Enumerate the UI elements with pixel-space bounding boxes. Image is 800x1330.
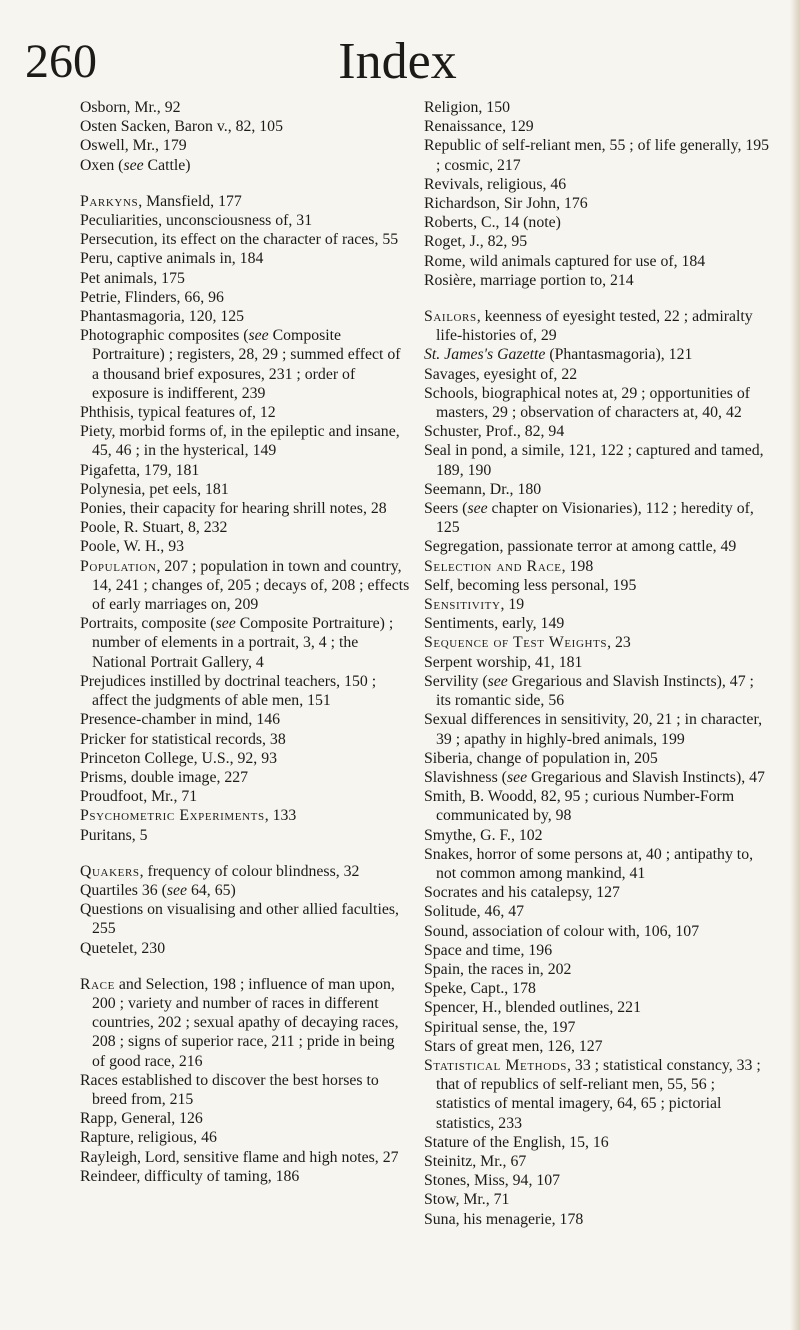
entry-text: Spiritual sense, the, 197 bbox=[424, 1018, 576, 1036]
index-entry bbox=[80, 249, 410, 268]
index-entry bbox=[424, 175, 772, 194]
index-entry bbox=[80, 730, 410, 749]
entry-heading: Sensitivity bbox=[424, 596, 501, 614]
entry-text: Peru, captive animals in, 184 bbox=[80, 250, 264, 268]
entry-text: Savages, eyesight of, 22 bbox=[424, 365, 578, 383]
index-entry bbox=[80, 749, 410, 768]
entry-heading: Statistical Methods bbox=[424, 1056, 568, 1074]
entry-text: , 19 bbox=[500, 596, 525, 614]
entry-italic: see bbox=[248, 327, 269, 345]
entry-heading: Population bbox=[80, 557, 157, 575]
index-entry bbox=[424, 252, 772, 271]
entry-text: Pigafetta, 179, 181 bbox=[80, 461, 200, 479]
index-entry bbox=[80, 1128, 410, 1147]
index-entry bbox=[80, 98, 410, 117]
entry-text: Spain, the races in, 202 bbox=[424, 960, 572, 978]
entry-text: Quartiles 36 ( bbox=[80, 881, 167, 899]
entry-text: Revivals, religious, 46 bbox=[424, 175, 567, 193]
entry-text: Schuster, Prof., 82, 94 bbox=[424, 423, 565, 441]
entry-text: Renaissance, 129 bbox=[424, 118, 534, 136]
entry-text: Space and time, 196 bbox=[424, 941, 553, 959]
index-entry bbox=[424, 365, 772, 384]
index-entry bbox=[424, 576, 772, 595]
index-entry bbox=[424, 194, 772, 213]
entry-text: Sexual differences in sensitivity, 20, 21 ; in character, 39 ; apathy in highly-bred animals, 199 bbox=[424, 711, 763, 748]
index-entry bbox=[80, 288, 410, 307]
entry-text: Solitude, 46, 47 bbox=[424, 903, 525, 921]
index-entry bbox=[424, 998, 772, 1017]
entry-text: Presence-chamber in mind, 146 bbox=[80, 711, 281, 729]
entry-text: (Phantasmagoria), 121 bbox=[545, 346, 693, 364]
entry-text: Roberts, C., 14 (note) bbox=[424, 214, 561, 232]
section-gap bbox=[80, 175, 410, 192]
entry-heading: Sequence of Test Weights bbox=[424, 634, 608, 652]
entry-text: Gregarious and Slavish Instincts), 47 bbox=[527, 768, 765, 786]
index-entry bbox=[424, 307, 772, 345]
entry-text: and Selection, 198 ; influence of man upon, 200 ; variety and number of races in different countries, 202 ; sexual apathy of decaying races, 208 ; signs of superior race, 211 ; pride in being of good race, 216 bbox=[92, 975, 399, 1070]
entry-text: , 33 ; statistical constancy, 33 ; that of republics of self-reliant men, 55, 56 ; statistics of mental imagery, 64, 65 ; pictorial statistics, 233 bbox=[436, 1056, 761, 1132]
index-entry bbox=[80, 211, 410, 230]
index-entry bbox=[424, 960, 772, 979]
entry-text: Rosière, marriage portion to, 214 bbox=[424, 271, 634, 289]
page-number: 260 bbox=[25, 35, 97, 88]
entry-italic: see bbox=[215, 615, 236, 633]
index-entry bbox=[80, 862, 410, 881]
entry-text: Pricker for statistical records, 38 bbox=[80, 730, 286, 748]
index-entry bbox=[80, 1109, 410, 1128]
index-entry bbox=[80, 614, 410, 672]
entry-text: Pet animals, 175 bbox=[80, 269, 185, 287]
entry-text: Poole, R. Stuart, 8, 232 bbox=[80, 519, 228, 537]
index-entry bbox=[80, 900, 410, 938]
entry-text: , frequency of colour blindness, 32 bbox=[139, 862, 360, 880]
entry-text: , 198 bbox=[561, 557, 594, 575]
entry-text: Phthisis, typical features of, 12 bbox=[80, 404, 276, 422]
page-edge bbox=[790, 0, 800, 1330]
entry-text: Petrie, Flinders, 66, 96 bbox=[80, 288, 224, 306]
entry-text: Photographic composites ( bbox=[80, 327, 249, 345]
index-entry bbox=[80, 403, 410, 422]
entry-text: Seers ( bbox=[424, 500, 468, 518]
entry-text: Speke, Capt., 178 bbox=[424, 980, 536, 998]
entry-text: Quetelet, 230 bbox=[80, 939, 166, 957]
entry-text: 64, 65) bbox=[187, 881, 236, 899]
index-entry bbox=[424, 1171, 772, 1190]
entry-heading: Race bbox=[80, 975, 115, 993]
entry-text: Prisms, double image, 227 bbox=[80, 768, 249, 786]
entry-text: Republic of self-reliant men, 55 ; of life generally, 195 ; cosmic, 217 bbox=[424, 137, 770, 174]
entry-text: Puritans, 5 bbox=[80, 826, 148, 844]
index-entry bbox=[424, 614, 772, 633]
index-entry bbox=[80, 1071, 410, 1109]
index-entry bbox=[424, 787, 772, 825]
entry-italic: see bbox=[166, 881, 188, 899]
entry-text: Polynesia, pet eels, 181 bbox=[80, 480, 229, 498]
index-entry bbox=[424, 1190, 772, 1209]
index-entry bbox=[424, 979, 772, 998]
index-entry bbox=[424, 1056, 772, 1133]
index-column-right bbox=[424, 98, 772, 1229]
entry-text: Poole, W. H., 93 bbox=[80, 538, 185, 556]
entry-text: , 207 ; population in town and country, 14, 241 ; changes of, 205 ; decays of, 208 ; effects of early marriages on, 209 bbox=[92, 557, 410, 614]
entry-italic: St. James's Gazette bbox=[424, 346, 546, 364]
index-entry bbox=[424, 633, 772, 652]
index-entry bbox=[80, 422, 410, 460]
entry-text: , 23 bbox=[607, 634, 631, 652]
entry-text: Self, becoming less personal, 195 bbox=[424, 576, 637, 594]
index-entry bbox=[80, 975, 410, 1071]
entry-text: Oswell, Mr., 179 bbox=[80, 137, 187, 155]
index-entry bbox=[424, 480, 772, 499]
entry-text: Serpent worship, 41, 181 bbox=[424, 653, 583, 671]
entry-italic: see bbox=[506, 768, 528, 786]
entry-text: , keenness of eyesight tested, 22 ; admiralty life-histories of, 29 bbox=[436, 308, 753, 345]
entry-text: , 133 bbox=[264, 807, 297, 825]
index-entry bbox=[80, 710, 410, 729]
index-entry bbox=[80, 499, 410, 518]
index-entry bbox=[424, 232, 772, 251]
entry-text: Spencer, H., blended outlines, 221 bbox=[424, 999, 641, 1017]
entry-text: Princeton College, U.S., 92, 93 bbox=[80, 749, 278, 767]
index-entry bbox=[80, 826, 410, 845]
index-entry bbox=[424, 672, 772, 710]
index-entry bbox=[424, 1152, 772, 1171]
entry-text: Ponies, their capacity for hearing shrill notes, 28 bbox=[80, 500, 387, 518]
entry-text: Composite Portraiture) ; number of elements in a portrait, 3, 4 ; the National Portrait Gallery, 4 bbox=[92, 615, 394, 671]
entry-text: Richardson, Sir John, 176 bbox=[424, 195, 588, 213]
entry-text: Schools, biographical notes at, 29 ; opportunities of masters, 29 ; observation of characters at, 40, 42 bbox=[424, 384, 750, 422]
index-entry bbox=[80, 461, 410, 480]
entry-text: Smythe, G. F., 102 bbox=[424, 826, 543, 844]
index-entry bbox=[424, 710, 772, 748]
entry-italic: see bbox=[123, 156, 144, 174]
entry-text: Stature of the English, 15, 16 bbox=[424, 1133, 609, 1151]
index-entry bbox=[424, 271, 772, 290]
index-entry bbox=[424, 941, 772, 960]
entry-text: Portraits, composite ( bbox=[80, 615, 216, 633]
index-entry bbox=[80, 518, 410, 537]
index-entry bbox=[80, 269, 410, 288]
index-entry bbox=[424, 1037, 772, 1056]
index-entry bbox=[80, 156, 410, 175]
page-title: Index bbox=[338, 33, 457, 90]
index-entry bbox=[424, 1018, 772, 1037]
entry-heading: Selection and Race bbox=[424, 557, 562, 575]
entry-heading: Quakers bbox=[80, 862, 140, 880]
section-gap bbox=[80, 845, 410, 862]
entry-heading: Psychometric Experiments bbox=[80, 807, 265, 825]
index-entry bbox=[424, 1210, 772, 1229]
index-entry bbox=[80, 787, 410, 806]
index-entry bbox=[80, 230, 410, 249]
entry-text: Socrates and his catalepsy, 127 bbox=[424, 884, 620, 902]
entry-text: Rapp, General, 126 bbox=[80, 1110, 203, 1128]
index-column-left bbox=[80, 98, 410, 1186]
entry-text: Oxen ( bbox=[80, 156, 124, 174]
index-entry bbox=[424, 117, 772, 136]
index-entry bbox=[424, 98, 772, 117]
entry-text: , Mansfield, 177 bbox=[138, 192, 242, 210]
entry-text: Smith, B. Woodd, 82, 95 ; curious Number-Form communicated by, 98 bbox=[424, 788, 735, 825]
entry-text: Religion, 150 bbox=[424, 99, 511, 116]
section-gap bbox=[80, 958, 410, 975]
index-entry bbox=[424, 441, 772, 479]
entry-text: Suna, his menagerie, 178 bbox=[424, 1210, 584, 1228]
entry-text: Osten Sacken, Baron v., 82, 105 bbox=[80, 118, 283, 136]
entry-text: Piety, morbid forms of, in the epileptic and insane, 45, 46 ; in the hysterical, 149 bbox=[80, 423, 400, 460]
index-entry bbox=[424, 557, 772, 576]
entry-text: Races established to discover the best horses to breed from, 215 bbox=[80, 1071, 379, 1108]
index-entry bbox=[80, 672, 410, 710]
entry-text: Prejudices instilled by doctrinal teachers, 150 ; affect the judgments of able men, 151 bbox=[80, 672, 377, 710]
entry-text: Phantasmagoria, 120, 125 bbox=[80, 308, 245, 326]
entry-text: chapter on Visionaries), 112 ; heredity of, 125 bbox=[436, 500, 754, 537]
index-entry bbox=[424, 826, 772, 845]
index-entry bbox=[424, 922, 772, 941]
entry-text: Questions on visualising and other allied faculties, 255 bbox=[80, 901, 399, 938]
entry-text: Sound, association of colour with, 106, 107 bbox=[424, 922, 700, 940]
index-entry bbox=[424, 1133, 772, 1152]
entry-text: Stones, Miss, 94, 107 bbox=[424, 1172, 561, 1190]
entry-text: Snakes, horror of some persons at, 40 ; antipathy to, not common among mankind, 41 bbox=[424, 845, 754, 882]
entry-text: Osborn, Mr., 92 bbox=[80, 99, 181, 116]
entry-text: Reindeer, difficulty of taming, 186 bbox=[80, 1167, 300, 1185]
index-entry bbox=[424, 749, 772, 768]
index-entry bbox=[80, 806, 410, 825]
index-entry bbox=[80, 557, 410, 615]
entry-text: Seemann, Dr., 180 bbox=[424, 480, 542, 498]
index-entry bbox=[424, 595, 772, 614]
entry-heading: Sailors bbox=[424, 308, 477, 326]
entry-text: Rome, wild animals captured for use of, 184 bbox=[424, 252, 706, 270]
index-entry bbox=[80, 117, 410, 136]
entry-text: Composite Portraiture) ; registers, 28, 29 ; summed effect of a thousand brief exposures, 231 ; order of exposure is indifferent, 239 bbox=[92, 327, 401, 402]
entry-text: Gregarious and Slavish Instincts), 47 ; its romantic side, 56 bbox=[436, 672, 754, 710]
index-entry bbox=[424, 213, 772, 232]
entry-italic: see bbox=[487, 672, 508, 690]
entry-text: Persecution, its effect on the character of races, 55 bbox=[80, 231, 399, 249]
section-gap bbox=[424, 290, 772, 307]
index-entry bbox=[80, 326, 410, 403]
index-entry bbox=[80, 1148, 410, 1167]
index-entry bbox=[424, 883, 772, 902]
index-entry bbox=[424, 136, 772, 174]
entry-text: Seal in pond, a simile, 121, 122 ; captured and tamed, 189, 190 bbox=[424, 442, 764, 479]
index-entry bbox=[424, 902, 772, 921]
index-entry bbox=[424, 384, 772, 422]
entry-text: Steinitz, Mr., 67 bbox=[424, 1152, 527, 1170]
index-entry bbox=[80, 480, 410, 499]
entry-text: Segregation, passionate terror at among cattle, 49 bbox=[424, 538, 737, 556]
entry-text: Proudfoot, Mr., 71 bbox=[80, 788, 198, 806]
entry-italic: see bbox=[467, 500, 488, 518]
index-entry bbox=[80, 136, 410, 155]
entry-text: Stow, Mr., 71 bbox=[424, 1191, 510, 1209]
index-entry bbox=[424, 499, 772, 537]
entry-text: Rapture, religious, 46 bbox=[80, 1129, 217, 1147]
entry-text: Rayleigh, Lord, sensitive flame and high notes, 27 bbox=[80, 1148, 399, 1166]
index-entry bbox=[80, 1167, 410, 1186]
entry-heading: Parkyns bbox=[80, 192, 139, 210]
index-entry bbox=[424, 768, 772, 787]
index-entry bbox=[80, 537, 410, 556]
entry-text: Stars of great men, 126, 127 bbox=[424, 1037, 603, 1055]
index-entry bbox=[80, 307, 410, 326]
index-entry bbox=[424, 345, 772, 364]
entry-text: Cattle) bbox=[143, 156, 191, 174]
index-entry bbox=[80, 881, 410, 900]
index-entry bbox=[424, 537, 772, 556]
page-header bbox=[25, 34, 770, 94]
entry-text: Servility ( bbox=[424, 672, 488, 690]
index-entry bbox=[80, 768, 410, 787]
index-entry bbox=[424, 653, 772, 672]
entry-text: Roget, J., 82, 95 bbox=[424, 233, 528, 251]
entry-text: Slavishness ( bbox=[424, 768, 507, 786]
index-entry bbox=[424, 422, 772, 441]
entry-text: Siberia, change of population in, 205 bbox=[424, 749, 658, 767]
index-entry bbox=[80, 939, 410, 958]
index-entry bbox=[80, 192, 410, 211]
entry-text: Peculiarities, unconsciousness of, 31 bbox=[80, 212, 313, 230]
entry-text: Sentiments, early, 149 bbox=[424, 615, 565, 633]
index-entry bbox=[424, 845, 772, 883]
